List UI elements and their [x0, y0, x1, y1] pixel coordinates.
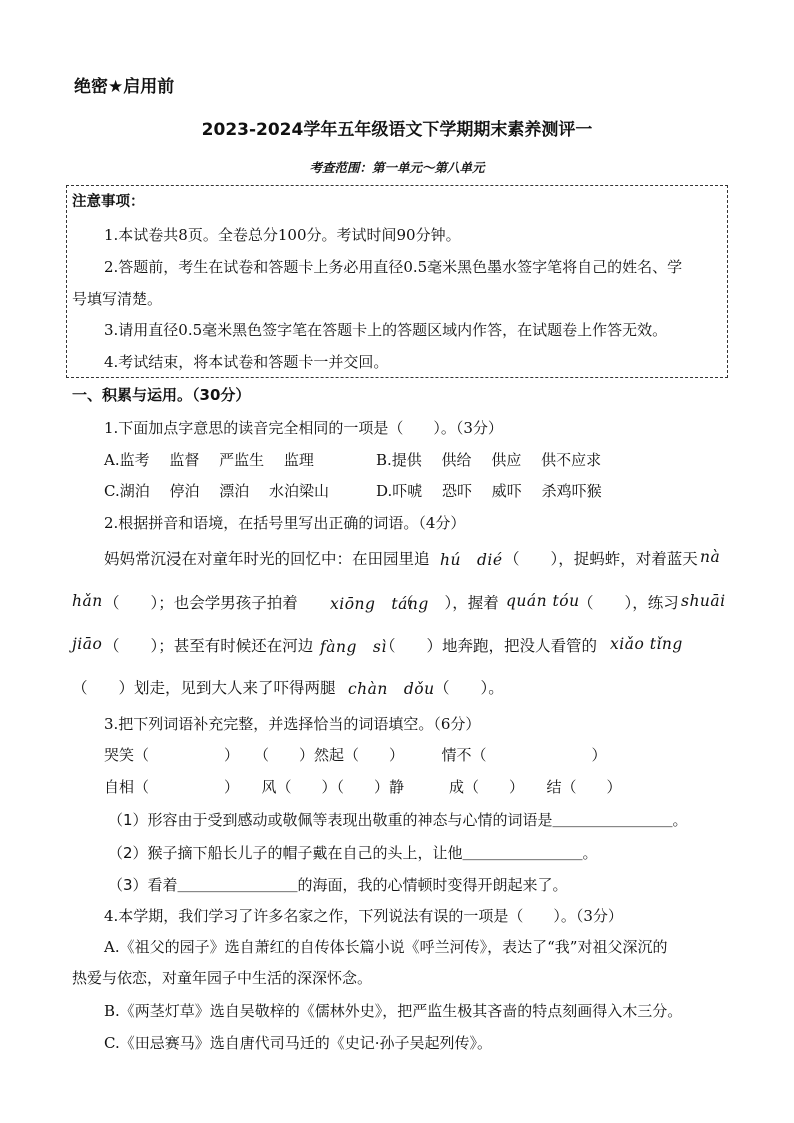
- q4-option-a-cont: 热爱与依恋，对童年园子中生活的深深怀念。: [72, 969, 373, 987]
- q4-option-c: C.《田忌赛马》选自唐代司马迁的《史记·孙子吴起列传》。: [104, 1034, 492, 1052]
- q2-pinyin-10: chàn dǒu: [348, 680, 435, 698]
- q3-sentence-3: （3）看着＿＿＿＿＿＿＿＿的海面，我的心情顿时变得开朗起来了。: [108, 876, 568, 894]
- q1-option-c: C.湖泊 停泊 漂泊 水泊梁山: [104, 482, 330, 500]
- q2-line2-text: （ ）；也会学男孩子拍着: [104, 594, 298, 612]
- q4-option-a: A.《祖父的园子》选自萧红的自传体长篇小说《呼兰河传》，表达了“我”对祖父深沉的: [104, 938, 668, 956]
- q2-pinyin-7: jiāo: [72, 635, 103, 653]
- q2-pinyin-2: nà: [700, 548, 721, 566]
- q2-pinyin-6: shuāi: [681, 592, 726, 610]
- notice-item-3: 3.请用直径0.5毫米黑色签字笔在答题卡上的答题区域内作答，在试题卷上作答无效。: [104, 321, 668, 339]
- q1-option-b: B.提供 供给 供应 供不应求: [376, 451, 602, 469]
- q2-pinyin-9: xiǎo tǐng: [610, 635, 683, 653]
- page-title: 2023-2024学年五年级语文下学期期末素养测评一: [201, 120, 593, 140]
- q2-line1-text: 妈妈常沉浸在对童年时光的回忆中：在田园里追: [104, 550, 430, 568]
- confidential-label: 绝密★启用前: [74, 77, 175, 97]
- q2-line3-text: （ ）；甚至有时候还在河边: [104, 637, 314, 655]
- notice-heading: 注意事项：: [72, 194, 145, 210]
- q2-line4-text: （ ）划走，见到大人来了吓得两腿: [72, 679, 336, 697]
- q2-line4-text-2: （ ）。: [434, 679, 504, 697]
- q4-stem: 4.本学期，我们学习了许多名家之作，下列说法有误的一项是（ ）。（3分）: [104, 907, 623, 925]
- notice-item-2-cont: 号填写清楚。: [72, 290, 163, 308]
- q3-row-1: 哭笑（ ） （ ）然起（ ） 情不（ ）: [104, 746, 607, 764]
- q3-stem: 3.把下列词语补充完整，并选择恰当的词语填空。（6分）: [104, 715, 481, 733]
- q1-stem: 1.下面加点字意思的读音完全相同的一项是（ ）。（3分）: [104, 419, 503, 437]
- notice-item-1: 1.本试卷共8页。全卷总分100分。考试时间90分钟。: [104, 226, 461, 244]
- q2-line2-text-2: （ ），握着: [398, 594, 499, 612]
- q3-sentence-1: （1）形容由于受到感动或敬佩等表现出敬重的神态与心情的词语是＿＿＿＿＿＿＿＿。: [108, 811, 688, 829]
- q2-pinyin-8: fàng sì: [320, 638, 387, 656]
- q1-option-a: A.监考 监督 严监生 监理: [104, 451, 314, 469]
- q2-pinyin-4: xiōng táng: [330, 595, 429, 613]
- q2-stem: 2.根据拼音和语境，在括号里写出正确的词语。（4分）: [104, 514, 466, 532]
- q2-line1-text-2: （ ），捉蚂蚱，对着蓝天: [504, 550, 698, 568]
- q2-line2-text-3: （ ），练习: [578, 594, 679, 612]
- q2-pinyin-5: quán tóu: [506, 592, 580, 610]
- q4-option-b: B.《两茎灯草》选自吴敬梓的《儒林外史》，把严监生极其吝啬的特点刻画得入木三分。: [104, 1002, 683, 1020]
- exam-scope: 考查范围：第一单元～第八单元: [309, 160, 485, 175]
- q3-row-2: 自相（ ） 风（ ）（ ）静 成（ ） 结（ ）: [104, 778, 622, 796]
- q2-pinyin-1: hú dié: [440, 551, 503, 569]
- q1-option-d: D.吓唬 恐吓 威吓 杀鸡吓猴: [376, 482, 602, 500]
- q3-sentence-2: （2）猴子摘下船长儿子的帽子戴在自己的头上，让他＿＿＿＿＿＿＿＿。: [108, 844, 598, 862]
- q2-pinyin-3: hǎn: [72, 592, 103, 610]
- section-heading: 一、积累与运用。（30分）: [72, 386, 251, 404]
- notice-box: [66, 185, 728, 378]
- notice-item-2: 2.答题前，考生在试卷和答题卡上务必用直径0.5毫米黑色墨水签字笔将自己的姓名、学: [104, 258, 683, 276]
- notice-item-4: 4.考试结束，将本试卷和答题卡一并交回。: [104, 353, 389, 371]
- q2-line3-text-2: （ ）地奔跑，把没人看管的: [380, 637, 598, 655]
